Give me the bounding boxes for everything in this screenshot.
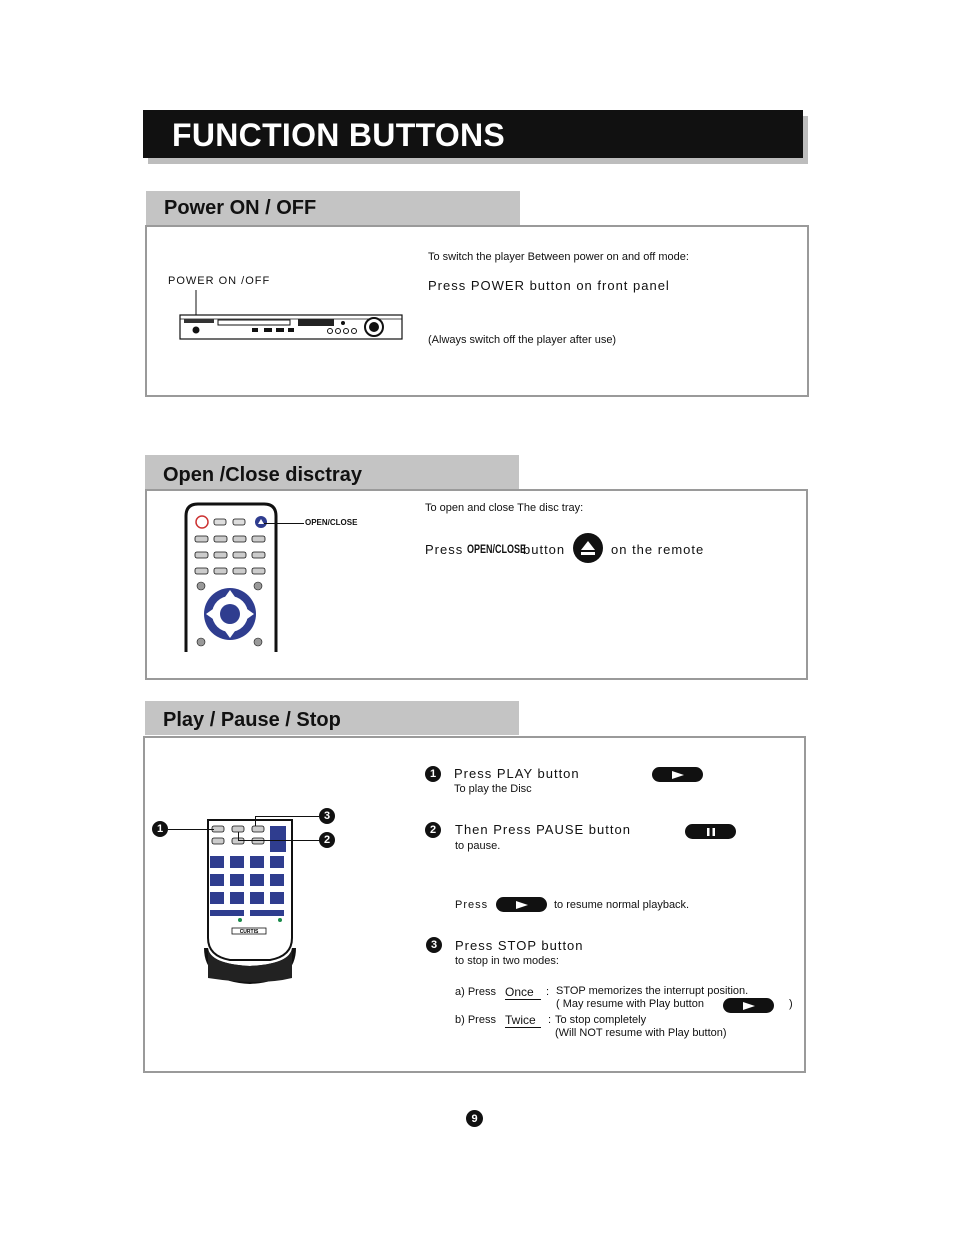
- stop-twice-word: Twice: [505, 1013, 541, 1028]
- stop-twice-text: To stop completely: [555, 1014, 647, 1026]
- step-1-title: Press PLAY button: [454, 766, 580, 781]
- play-icon: [672, 771, 684, 779]
- open-suffix: on the remote: [611, 542, 705, 557]
- resume-play-button-graphic: [496, 897, 547, 912]
- power-note: (Always switch off the player after use): [428, 334, 617, 346]
- step-3-subtitle: to stop in two modes:: [455, 955, 559, 967]
- callout-line-3: [255, 816, 319, 817]
- step-3-number: 3: [426, 937, 442, 953]
- play-icon: [743, 1002, 755, 1010]
- power-instruction-1: To switch the player Between power on and off mode:: [428, 251, 689, 263]
- remote-brand-label: CURTIS: [239, 929, 259, 935]
- remote-top-illustration: [184, 502, 280, 652]
- open-section-title: Open /Close disctray: [163, 464, 362, 486]
- callout-line-2: [238, 840, 320, 841]
- page-title: FUNCTION BUTTONS: [172, 117, 506, 153]
- stop-once-prefix: a) Press: [455, 986, 496, 998]
- stop-resume-play-button-graphic: [723, 998, 774, 1013]
- power-instruction-2: Press POWER button on front panel: [428, 278, 670, 293]
- stop-once-text-2: ( May resume with Play button: [556, 998, 704, 1010]
- open-instruction-1: To open and close The disc tray:: [425, 502, 584, 514]
- play-section-title: Play / Pause / Stop: [163, 709, 341, 731]
- stop-once-text: STOP memorizes the interrupt position.: [556, 985, 749, 997]
- stop-once-close-paren: ): [789, 998, 793, 1010]
- step-2-title: Then Press PAUSE button: [455, 822, 631, 837]
- stop-once-colon: :: [546, 986, 550, 998]
- step-1-number: 1: [425, 766, 441, 782]
- step-1-subtitle: To play the Disc: [454, 783, 532, 795]
- front-panel-illustration: [178, 288, 404, 344]
- callout-number-1: 1: [152, 821, 168, 837]
- power-section-title: Power ON / OFF: [164, 197, 317, 219]
- stop-once-word: Once: [505, 985, 541, 1000]
- play-button-graphic: [652, 767, 703, 782]
- callout-line-1: [168, 829, 214, 830]
- open-button-name: OPEN/CLOSE: [467, 542, 527, 556]
- stop-twice-prefix: b) Press: [455, 1014, 496, 1026]
- page-number: 9: [466, 1110, 483, 1127]
- step-2-number: 2: [425, 822, 441, 838]
- step-3-title: Press STOP button: [455, 938, 584, 953]
- open-close-callout-line: [264, 523, 304, 524]
- eject-icon: [573, 533, 603, 563]
- callout-number-3: 3: [319, 808, 335, 824]
- resume-press-word: Press: [455, 899, 489, 911]
- resume-text: to resume normal playback.: [554, 899, 690, 911]
- step-2-subtitle: to pause.: [455, 840, 501, 852]
- stop-twice-colon: :: [548, 1014, 552, 1026]
- play-icon: [516, 901, 528, 909]
- remote-bottom-illustration: [200, 818, 300, 986]
- callout-line-2-drop: [238, 832, 239, 840]
- open-button-word: button: [523, 542, 566, 557]
- open-press-word: Press: [425, 542, 464, 557]
- power-device-label: POWER ON /OFF: [168, 275, 271, 287]
- pause-button-graphic: [685, 824, 736, 839]
- callout-line-3-drop: [255, 816, 256, 826]
- open-close-callout-label: OPEN/CLOSE: [305, 518, 358, 527]
- pause-icon: [707, 828, 715, 836]
- callout-number-2: 2: [319, 832, 335, 848]
- stop-twice-text-2: (Will NOT resume with Play button): [555, 1027, 727, 1039]
